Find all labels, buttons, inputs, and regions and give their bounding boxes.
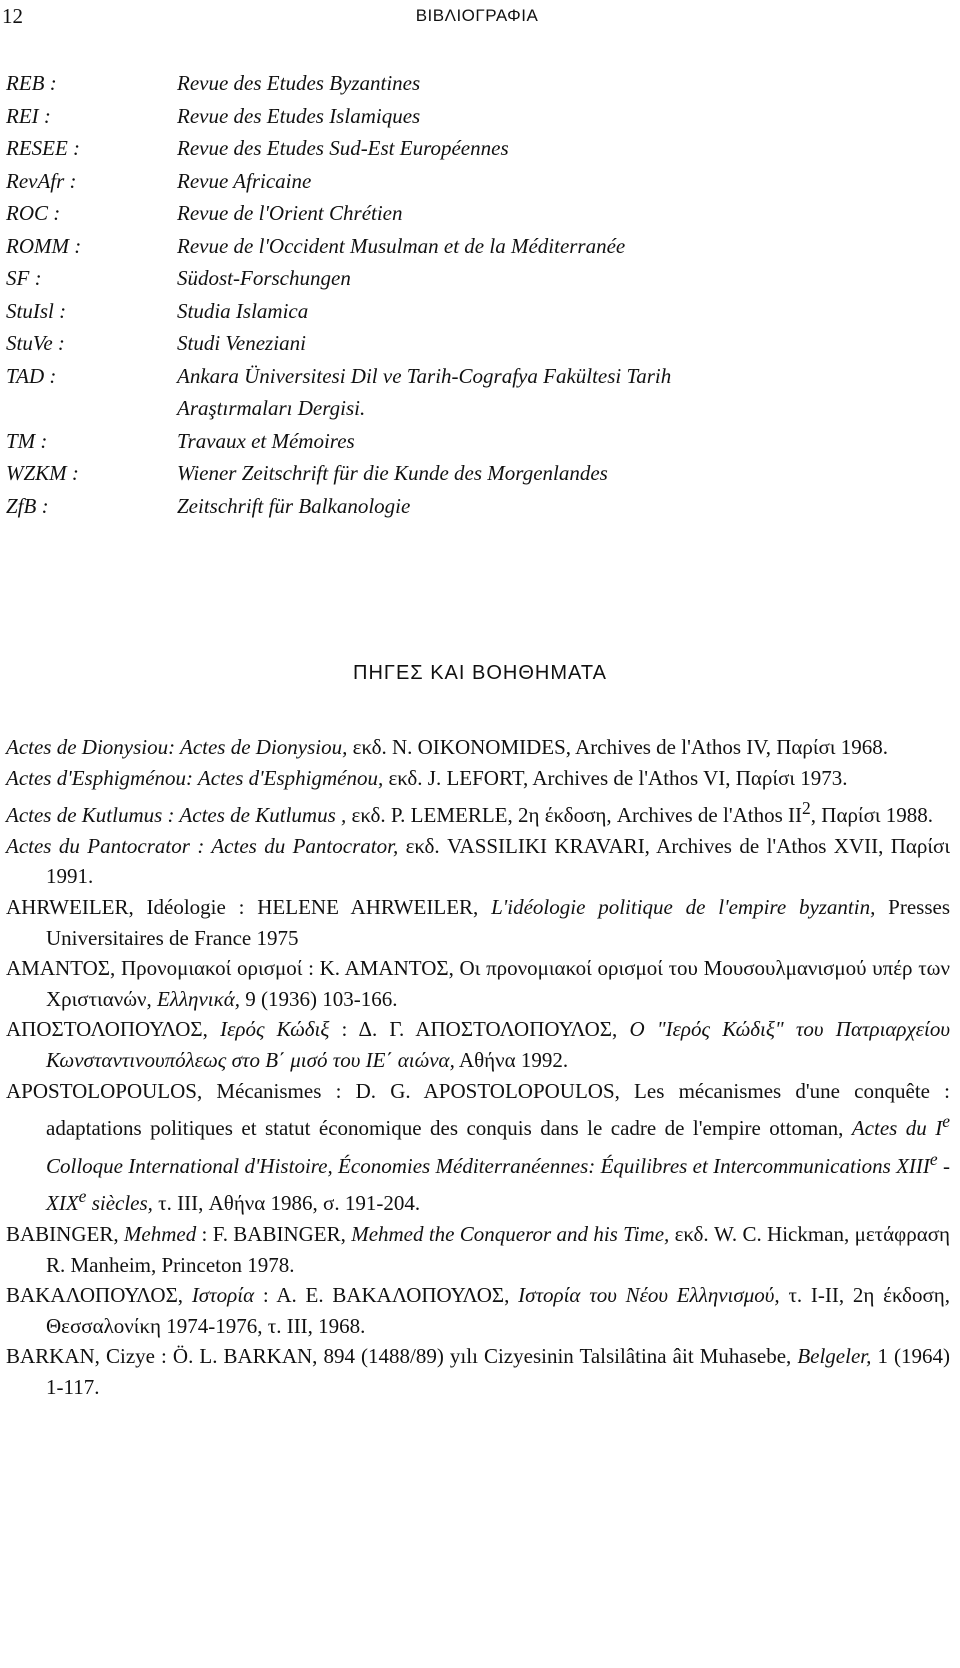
page-header [2, 4, 952, 34]
entry-text: , Παρίσι 1988. [810, 803, 934, 828]
bibliography-entry [6, 831, 950, 892]
abbreviation-value: Revue Africaine [177, 168, 312, 193]
entry-italic-text: Ιερός Κώδιξ [220, 1017, 330, 1042]
abbreviation-row [6, 295, 926, 328]
abbreviation-value: Ankara Üniversitesi Dil ve Tarih-Cografya Fakültesi Tarih [177, 363, 672, 388]
abbreviation-row [6, 490, 926, 523]
abbreviation-value: Revue des Etudes Islamiques [177, 103, 421, 128]
entry-italic-text: L'idéologie politique de l'empire byzantin, [491, 894, 876, 919]
abbreviation-value: Araştırmaları Dergisi. [177, 396, 366, 420]
entry-italic-text: Actes de Kutlumus : Actes de Kutlumus , [6, 803, 347, 828]
abbreviation-value: Revue de l'Occident Musulman et de la Méditerranée [177, 233, 626, 258]
abbreviation-row [6, 100, 926, 133]
abbreviation-value: Studi Veneziani [177, 331, 306, 355]
abbreviation-row [6, 230, 926, 263]
entry-italic-text: Belgeler, [797, 1344, 872, 1369]
entry-italic-text: Actes du I [851, 1116, 943, 1141]
entry-text: : Α. Ε. ΒΑΚΑΛΟΠΟΥΛΟΣ, [254, 1283, 519, 1308]
bibliography-entry [6, 1076, 950, 1219]
abbreviation-value: Travaux et Mémoires [177, 428, 355, 453]
abbreviation-row [6, 392, 926, 425]
entry-italic-text: Actes du Pantocrator : Actes du Pantocrator, [6, 833, 399, 858]
abbreviation-key: REI : [6, 103, 51, 128]
abbreviation-key: ROC : [6, 201, 61, 225]
entry-text: 9 (1936) 103-166. [239, 986, 398, 1011]
abbreviation-row [6, 262, 926, 295]
abbreviation-key: RESEE : [6, 136, 81, 160]
abbreviation-key: ROMM : [6, 233, 82, 258]
abbreviation-value: Revue des Etudes Sud-Est Européennes [177, 136, 509, 160]
abbreviation-value: Revue de l'Orient Chrétien [177, 201, 403, 225]
abbreviation-value: Studia Islamica [177, 298, 309, 323]
entry-italic-text: Ο "Ιερός Κώδιξ" του Πατριαρχείου Κωνσταντινουπόλεως στο Β΄ μισό του ΙΕ΄ αιώνα, [46, 1017, 950, 1072]
entry-superscript: 2 [802, 798, 811, 819]
abbreviation-row [6, 457, 926, 490]
entry-italic-text: Actes d'Esphigménou: Actes d'Esphigménou, [6, 765, 384, 790]
page-number: 12 [2, 4, 23, 28]
abbreviation-key: StuIsl : [6, 298, 67, 323]
bibliography-entry [6, 1014, 950, 1075]
entry-text: ΑΜΑΝΤΟΣ, Προνομιακοί ορισμοί : Κ. ΑΜΑΝΤΟΣ, Οι προνομιακοί ορισμοί του Μουσουλμανισμού υπέρ των Χριστιανών, [6, 956, 950, 1011]
entry-text: ΑΠΟΣΤΟΛΟΠΟΥΛΟΣ, [6, 1017, 221, 1042]
bibliography-list [6, 732, 950, 1402]
entry-text: BABINGER, [6, 1221, 124, 1246]
entry-text: Presses Universitaires de France 1975 [46, 894, 950, 950]
entry-text: ΒΑΚΑΛΟΠΟΥΛΟΣ, [6, 1283, 192, 1308]
entry-italic-text: Ιστορία [191, 1283, 255, 1308]
abbreviation-row [6, 132, 926, 165]
running-head: ΒΙΒΛΙΟΓΡΑΦΙΑ [415, 6, 539, 25]
abbreviation-key: ZfB : [6, 493, 49, 518]
bibliography-entry [6, 1341, 950, 1402]
abbreviation-key: TM : [6, 428, 48, 453]
abbreviation-key: StuVe : [6, 331, 65, 355]
abbreviation-row [6, 327, 926, 360]
abbreviation-key: WZKM : [6, 461, 79, 485]
entry-text: Αθήνα 1992. [454, 1047, 569, 1072]
entry-italic-text: Actes de Dionysiou: Actes de Dionysiou, [6, 735, 348, 759]
abbreviation-key: SF : [6, 266, 42, 290]
abbreviation-value: Südost-Forschungen [177, 266, 351, 290]
abbreviation-value: Zeitschrift für Balkanologie [177, 493, 411, 518]
bibliography-entry [6, 763, 950, 794]
section-title: ΠΗΓΕΣ ΚΑΙ ΒΟΗΘΗΜΑΤΑ [353, 662, 607, 684]
entry-text: εκδ. P. LEMERLE, 2η έκδοση, Archives de l'Athos II [346, 803, 803, 828]
entry-text: εκδ. J. LEFORT, Archives de l'Athos VI, Παρίσι 1973. [383, 765, 848, 790]
entry-text: APOSTOLOPOULOS, Mécanismes : D. G. APOSTOLOPOULOS, Les mécanismes d'une conquête : adaptations politiques et statut économique des conquis dans le cadre de l'empire ottoman, [6, 1078, 950, 1141]
entry-italic-text: Mehmed the Conqueror and his Time, [351, 1221, 670, 1246]
abbreviation-key: TAD : [6, 363, 57, 388]
abbreviation-row [6, 67, 926, 100]
entry-superscript: e [929, 1148, 938, 1169]
entry-italic-text: Colloque International d'Histoire, Économies Méditerranéennes: Équilibres et Intercommunications XIII [46, 1153, 930, 1178]
entry-text: εκδ. W. C. Hickman, μετάφραση R. Manheim, Princeton 1978. [46, 1221, 951, 1277]
bibliography-entry [6, 953, 950, 1014]
entry-italic-text: Mehmed [123, 1221, 197, 1246]
entry-text: εκδ. N. OIKONOMIDES, Archives de l'Athos IV, Παρίσι 1968. [347, 735, 889, 759]
entry-superscript: e [78, 1186, 87, 1207]
abbreviation-list [6, 67, 926, 522]
entry-text: BARKAN, Cizye : Ö. L. BARKAN, 894 (1488/89) yılı Cizyesinin Talsilâtina âit Muhasebe, [6, 1344, 798, 1369]
entry-text: τ. I-II, 2η έκδοση, Θεσσαλονίκη 1974-1976, τ. III, 1968. [46, 1283, 951, 1338]
abbreviation-row [6, 425, 926, 458]
bibliography-entry [6, 1219, 950, 1280]
abbreviation-key: RevAfr : [6, 168, 77, 193]
entry-text: εκδ. VASSILIKI KRAVARI, Archives de l'Athos XVII, Παρίσι 1991. [46, 833, 951, 889]
bibliography-entry [6, 1280, 950, 1341]
abbreviation-value: Revue des Etudes Byzantines [177, 71, 421, 95]
entry-italic-text: Ελληνικά, [157, 986, 240, 1011]
abbreviation-row [6, 360, 926, 393]
abbreviation-key: REB : [6, 71, 57, 95]
entry-text: AHRWEILER, Idéologie : HELENE AHRWEILER, [6, 894, 492, 919]
entry-italic-text: - XIX [46, 1153, 950, 1216]
abbreviation-key [6, 392, 177, 425]
entry-text: 1 (1964) 1-117. [46, 1344, 950, 1399]
bibliography-entry [6, 793, 950, 831]
entry-italic-text: siècles, [86, 1191, 153, 1216]
bibliography-entry [6, 732, 950, 763]
entry-italic-text: Ιστορία του Νέου Ελληνισμού, [518, 1283, 780, 1308]
entry-text: : Δ. Γ. ΑΠΟΣΤΟΛΟΠΟΥΛΟΣ, [329, 1017, 630, 1042]
entry-text: : F. BABINGER, [196, 1221, 352, 1246]
abbreviation-row [6, 197, 926, 230]
entry-text: τ. III, Αθήνα 1986, σ. 191-204. [152, 1191, 421, 1216]
entry-superscript: e [942, 1111, 950, 1132]
bibliography-entry [6, 892, 950, 953]
abbreviation-value: Wiener Zeitschrift für die Kunde des Morgenlandes [177, 461, 608, 485]
abbreviation-row [6, 165, 926, 198]
